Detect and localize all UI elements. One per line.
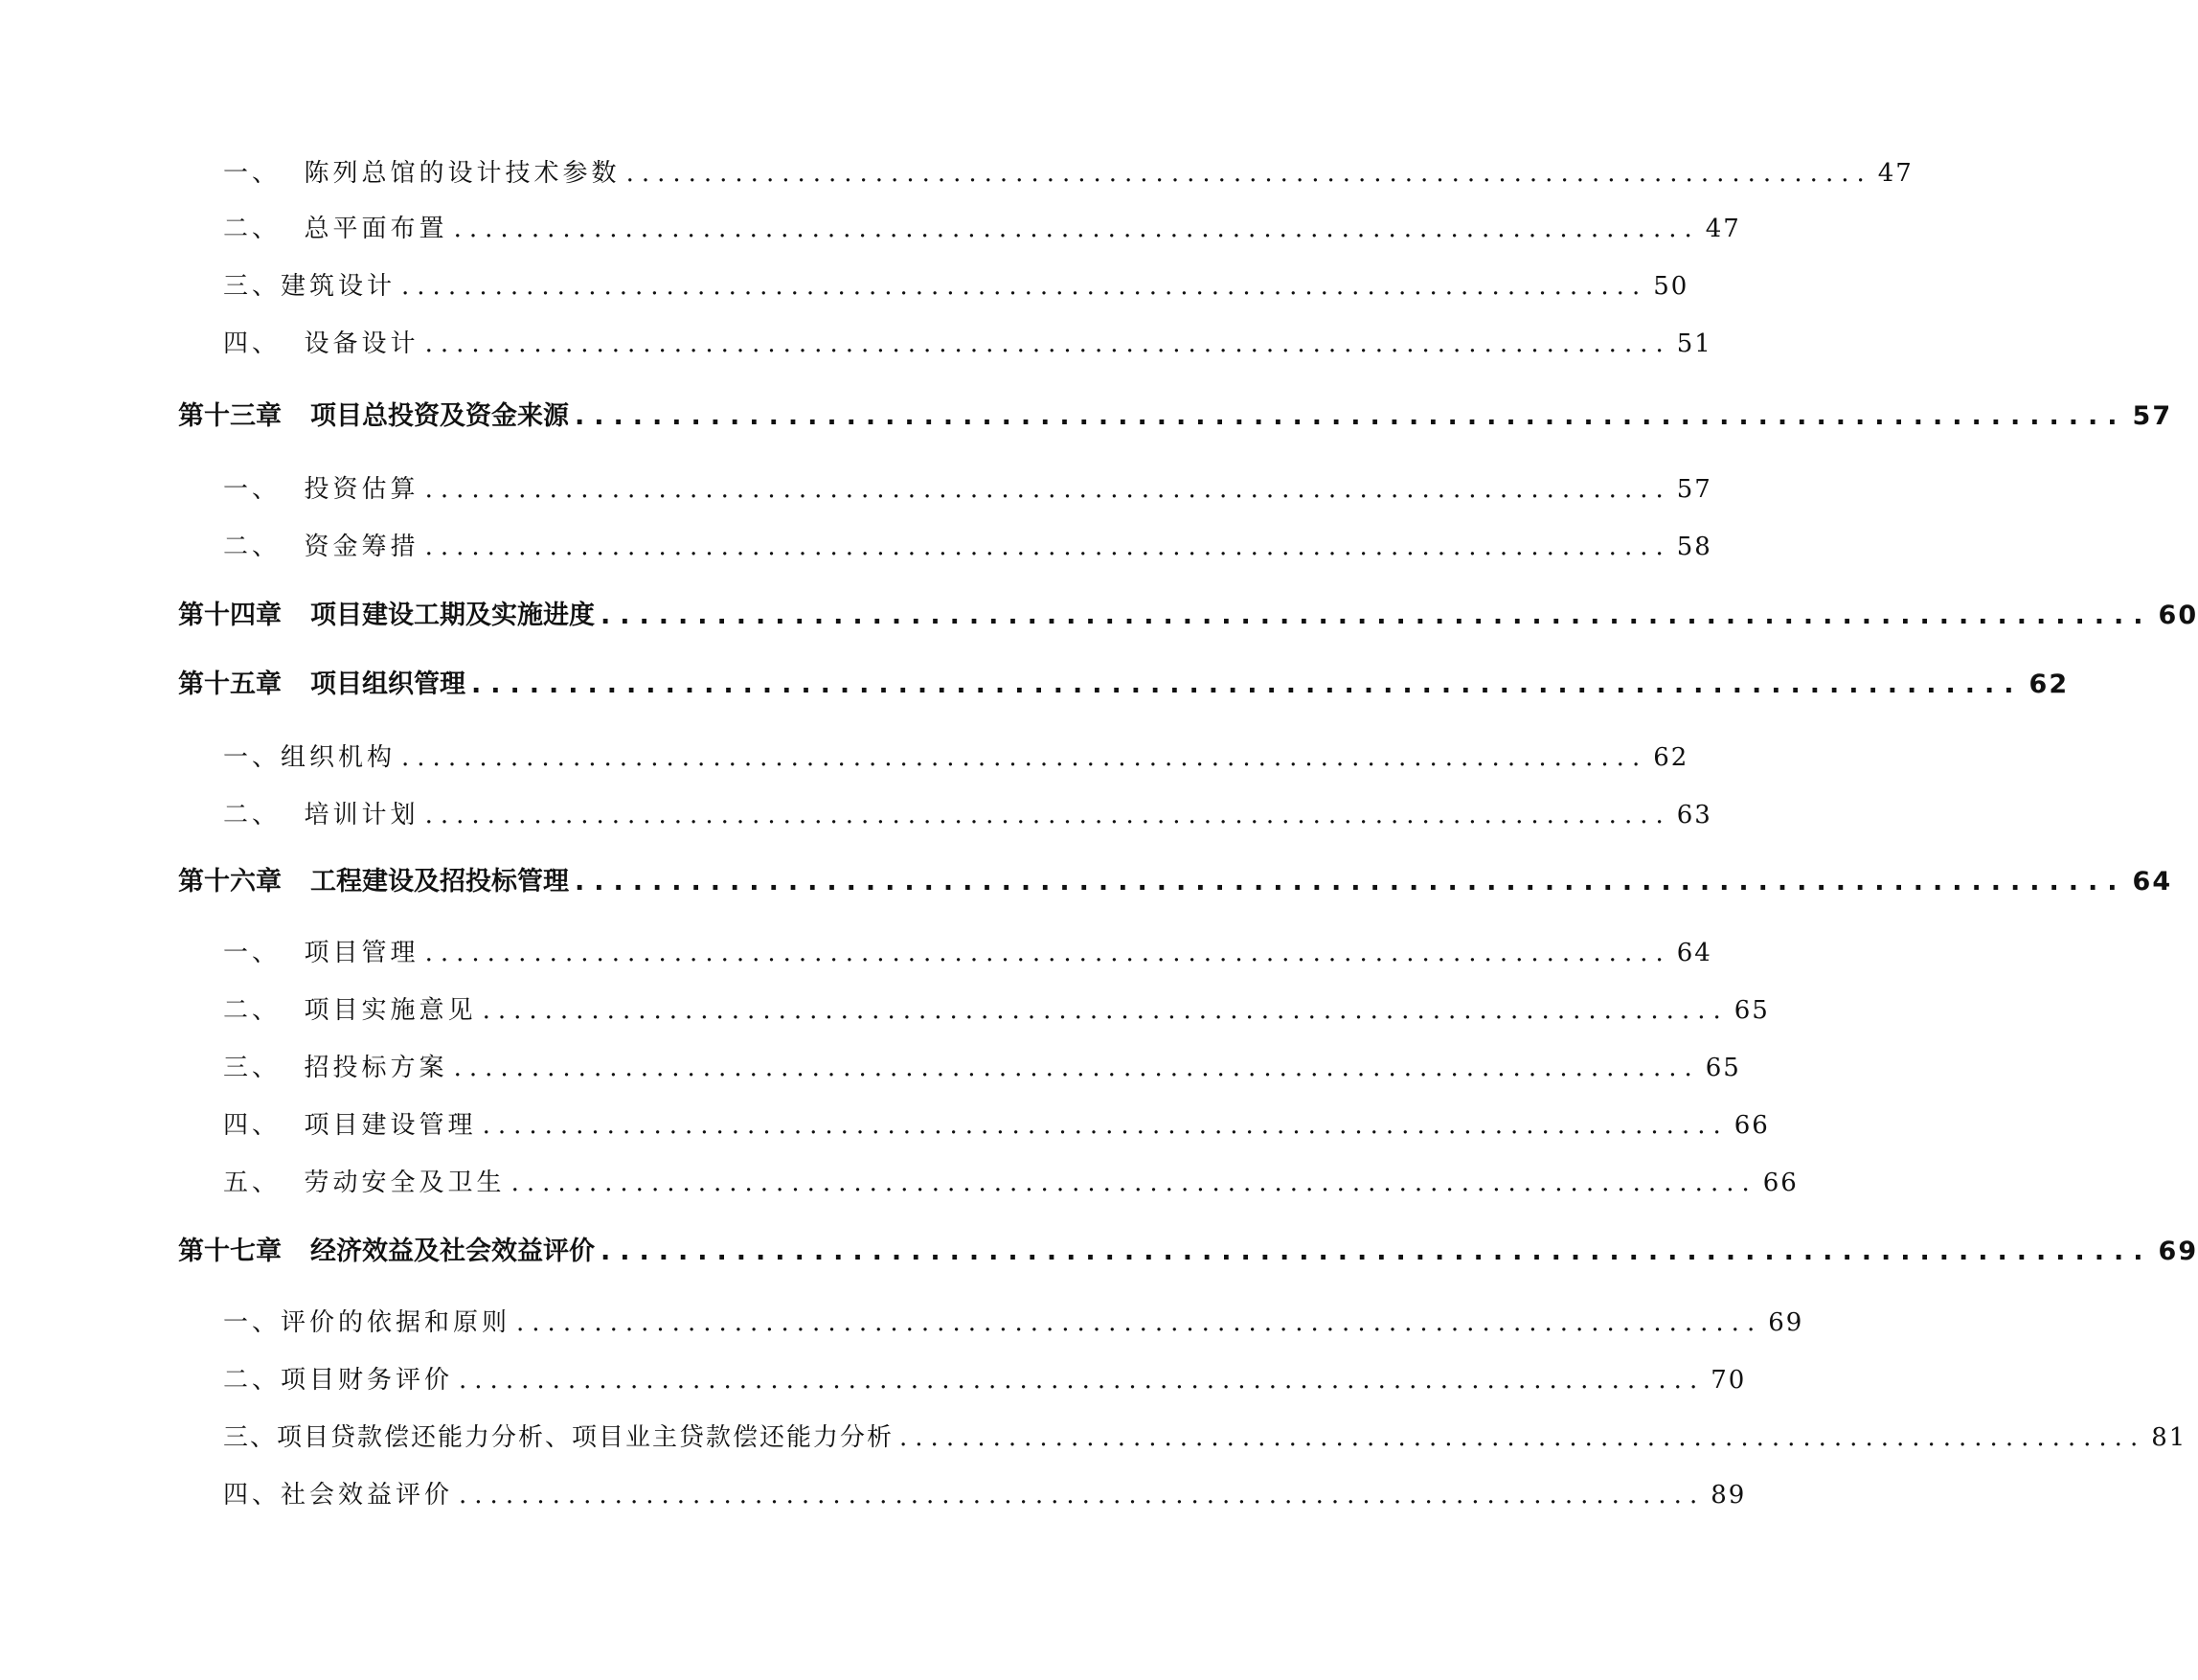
toc-entry-page: 51 bbox=[1676, 329, 1712, 358]
toc-chapter-entry[interactable] bbox=[178, 594, 2198, 634]
dot-leader: ................................................................................ bbox=[459, 1366, 1706, 1395]
toc-entry-page: 65 bbox=[1733, 996, 1770, 1025]
toc-chapter-entry[interactable] bbox=[178, 1230, 2198, 1270]
dot-leader: ................................................................................ bbox=[459, 1481, 1706, 1510]
toc-entry-title: 招投标方案 bbox=[304, 1054, 448, 1082]
toc-entry-page: 69 bbox=[1768, 1308, 1804, 1337]
toc-entry-title: 组织机构 bbox=[281, 743, 397, 772]
toc-entry-page: 57 bbox=[1676, 475, 1712, 504]
toc-entry-page: 50 bbox=[1653, 272, 1689, 301]
dot-leader: ................................................................................ bbox=[482, 996, 1729, 1025]
chapter-title: 工程建设及招投标管理 bbox=[310, 867, 569, 897]
toc-entry[interactable] bbox=[223, 266, 1689, 305]
dot-leader: ................................................................................ bbox=[401, 743, 1648, 772]
chapter-title: 项目总投资及资金来源 bbox=[310, 401, 569, 431]
toc-entry-title: 项目管理 bbox=[304, 939, 419, 967]
chapter-number: 第十六章 bbox=[178, 867, 282, 897]
toc-entry-title: 投资估算 bbox=[304, 475, 419, 504]
toc-chapter-entry[interactable] bbox=[178, 395, 2173, 435]
toc-entry-title: 总平面布置 bbox=[304, 215, 448, 243]
toc-entry[interactable] bbox=[223, 738, 1689, 776]
dot-leader: ................................................................................ bbox=[424, 801, 1671, 829]
toc-entry-number: 二、 bbox=[223, 801, 282, 829]
toc-entry[interactable] bbox=[223, 1475, 1747, 1513]
toc-entry[interactable] bbox=[223, 153, 1914, 192]
dot-leader: ................................................................................ bbox=[516, 1308, 1763, 1337]
toc-entry-separator bbox=[281, 1111, 305, 1140]
toc-entry-number: 一、 bbox=[223, 159, 282, 188]
dot-leader: ................................................................................ bbox=[625, 159, 1872, 188]
toc-entry-separator bbox=[281, 801, 305, 829]
chapter-title: 经济效益及社会效益评价 bbox=[310, 1237, 595, 1266]
dot-leader: ................................................................................ bbox=[424, 475, 1671, 504]
toc-entry-page: 65 bbox=[1705, 1054, 1741, 1082]
dot-leader: ................................................................................ bbox=[899, 1423, 2146, 1452]
toc-entry-title: 建筑设计 bbox=[281, 272, 397, 301]
dot-leader: ................................................................................ bbox=[510, 1169, 1757, 1197]
toc-entry-title: 社会效益评价 bbox=[281, 1481, 454, 1510]
toc-entry-separator bbox=[281, 1169, 305, 1197]
toc-entry-separator bbox=[281, 533, 305, 561]
chapter-number: 第十七章 bbox=[178, 1237, 282, 1266]
toc-entry-number: 二、 bbox=[223, 215, 282, 243]
chapter-number: 第十三章 bbox=[178, 401, 282, 431]
toc-chapter-entry[interactable] bbox=[178, 663, 2070, 703]
toc-entry[interactable] bbox=[223, 469, 1712, 508]
toc-entry-number: 一、 bbox=[223, 743, 282, 772]
chapter-title: 项目组织管理 bbox=[310, 670, 465, 699]
toc-entry-separator bbox=[281, 939, 305, 967]
toc-entry-separator bbox=[281, 159, 305, 188]
toc-entry[interactable] bbox=[223, 933, 1712, 971]
toc-entry[interactable] bbox=[223, 1105, 1770, 1144]
chapter-page: 62 bbox=[2028, 670, 2070, 699]
toc-entry[interactable] bbox=[223, 1163, 1799, 1201]
dot-leader: ................................................................................ bbox=[575, 401, 2127, 431]
toc-entry-page: 64 bbox=[1676, 939, 1712, 967]
toc-entry-title: 陈列总馆的设计技术参数 bbox=[304, 159, 621, 188]
toc-chapter-entry[interactable] bbox=[178, 860, 2173, 900]
dot-leader: ................................................................................ bbox=[600, 601, 2153, 630]
toc-entry-separator bbox=[281, 996, 305, 1025]
toc-entry-number: 五、 bbox=[223, 1169, 282, 1197]
toc-entry-number: 二、 bbox=[223, 1366, 282, 1395]
toc-entry-title: 评价的依据和原则 bbox=[281, 1308, 511, 1337]
toc-entry-page: 89 bbox=[1711, 1481, 1747, 1510]
toc-entry-page: 47 bbox=[1877, 159, 1914, 188]
toc-entry-separator bbox=[281, 215, 305, 243]
toc-entry-page: 70 bbox=[1711, 1366, 1747, 1395]
toc-entry[interactable] bbox=[223, 795, 1712, 833]
toc-entry-title: 项目建设管理 bbox=[304, 1111, 477, 1140]
toc-entry-separator bbox=[281, 329, 305, 358]
chapter-page: 60 bbox=[2158, 601, 2198, 630]
toc-entry-number: 二、 bbox=[223, 996, 282, 1025]
dot-leader: ................................................................................ bbox=[401, 272, 1648, 301]
chapter-page: 64 bbox=[2132, 867, 2173, 897]
toc-entry-title: 项目贷款偿还能力分析、项目业主贷款偿还能力分析 bbox=[277, 1423, 895, 1452]
toc-entry[interactable] bbox=[223, 1048, 1741, 1086]
toc-entry[interactable] bbox=[223, 324, 1712, 362]
toc-entry-number: 四、 bbox=[223, 329, 282, 358]
toc-entry-page: 66 bbox=[1762, 1169, 1799, 1197]
toc-entry-number: 三、 bbox=[223, 1423, 278, 1452]
toc-entry-title: 培训计划 bbox=[304, 801, 419, 829]
toc-entry-page: 47 bbox=[1705, 215, 1741, 243]
dot-leader: ................................................................................ bbox=[453, 1054, 1700, 1082]
chapter-number: 第十五章 bbox=[178, 670, 282, 699]
chapter-page: 69 bbox=[2158, 1237, 2198, 1266]
toc-entry-number: 四、 bbox=[223, 1111, 282, 1140]
toc-entry-separator bbox=[281, 475, 305, 504]
toc-entry-number: 二、 bbox=[223, 533, 282, 561]
toc-entry[interactable] bbox=[223, 1418, 2187, 1456]
toc-entry-number: 一、 bbox=[223, 939, 282, 967]
toc-entry-title: 项目实施意见 bbox=[304, 996, 477, 1025]
toc-entry-number: 三、 bbox=[223, 1054, 282, 1082]
dot-leader: ................................................................................ bbox=[424, 329, 1671, 358]
toc-entry-title: 项目财务评价 bbox=[281, 1366, 454, 1395]
toc-entry[interactable] bbox=[223, 209, 1741, 247]
toc-entry-separator bbox=[281, 1054, 305, 1082]
toc-entry-page: 81 bbox=[2151, 1423, 2187, 1452]
toc-entry[interactable] bbox=[223, 527, 1712, 565]
dot-leader: ................................................................................ bbox=[482, 1111, 1729, 1140]
dot-leader: ................................................................................ bbox=[424, 939, 1671, 967]
dot-leader: ................................................................................ bbox=[424, 533, 1671, 561]
toc-entry-number: 一、 bbox=[223, 1308, 282, 1337]
chapter-page: 57 bbox=[2132, 401, 2173, 431]
toc-entry[interactable] bbox=[223, 1303, 1804, 1341]
toc-entry-page: 62 bbox=[1653, 743, 1689, 772]
dot-leader: ................................................................................ bbox=[600, 1237, 2153, 1266]
toc-entry-page: 58 bbox=[1676, 533, 1712, 561]
toc-entry-number: 四、 bbox=[223, 1481, 282, 1510]
toc-entry[interactable] bbox=[223, 990, 1770, 1029]
toc-entry-title: 资金筹措 bbox=[304, 533, 419, 561]
dot-leader: ................................................................................ bbox=[471, 670, 2024, 699]
toc-entry-page: 66 bbox=[1733, 1111, 1770, 1140]
toc-entry-page: 63 bbox=[1676, 801, 1712, 829]
toc-entry-number: 一、 bbox=[223, 475, 282, 504]
toc-entry[interactable] bbox=[223, 1360, 1747, 1398]
dot-leader: ................................................................................ bbox=[575, 867, 2127, 897]
toc-entry-title: 劳动安全及卫生 bbox=[304, 1169, 506, 1197]
chapter-title: 项目建设工期及实施进度 bbox=[310, 601, 595, 630]
toc-entry-title: 设备设计 bbox=[304, 329, 419, 358]
dot-leader: ................................................................................ bbox=[453, 215, 1700, 243]
toc-entry-number: 三、 bbox=[223, 272, 282, 301]
chapter-number: 第十四章 bbox=[178, 601, 282, 630]
